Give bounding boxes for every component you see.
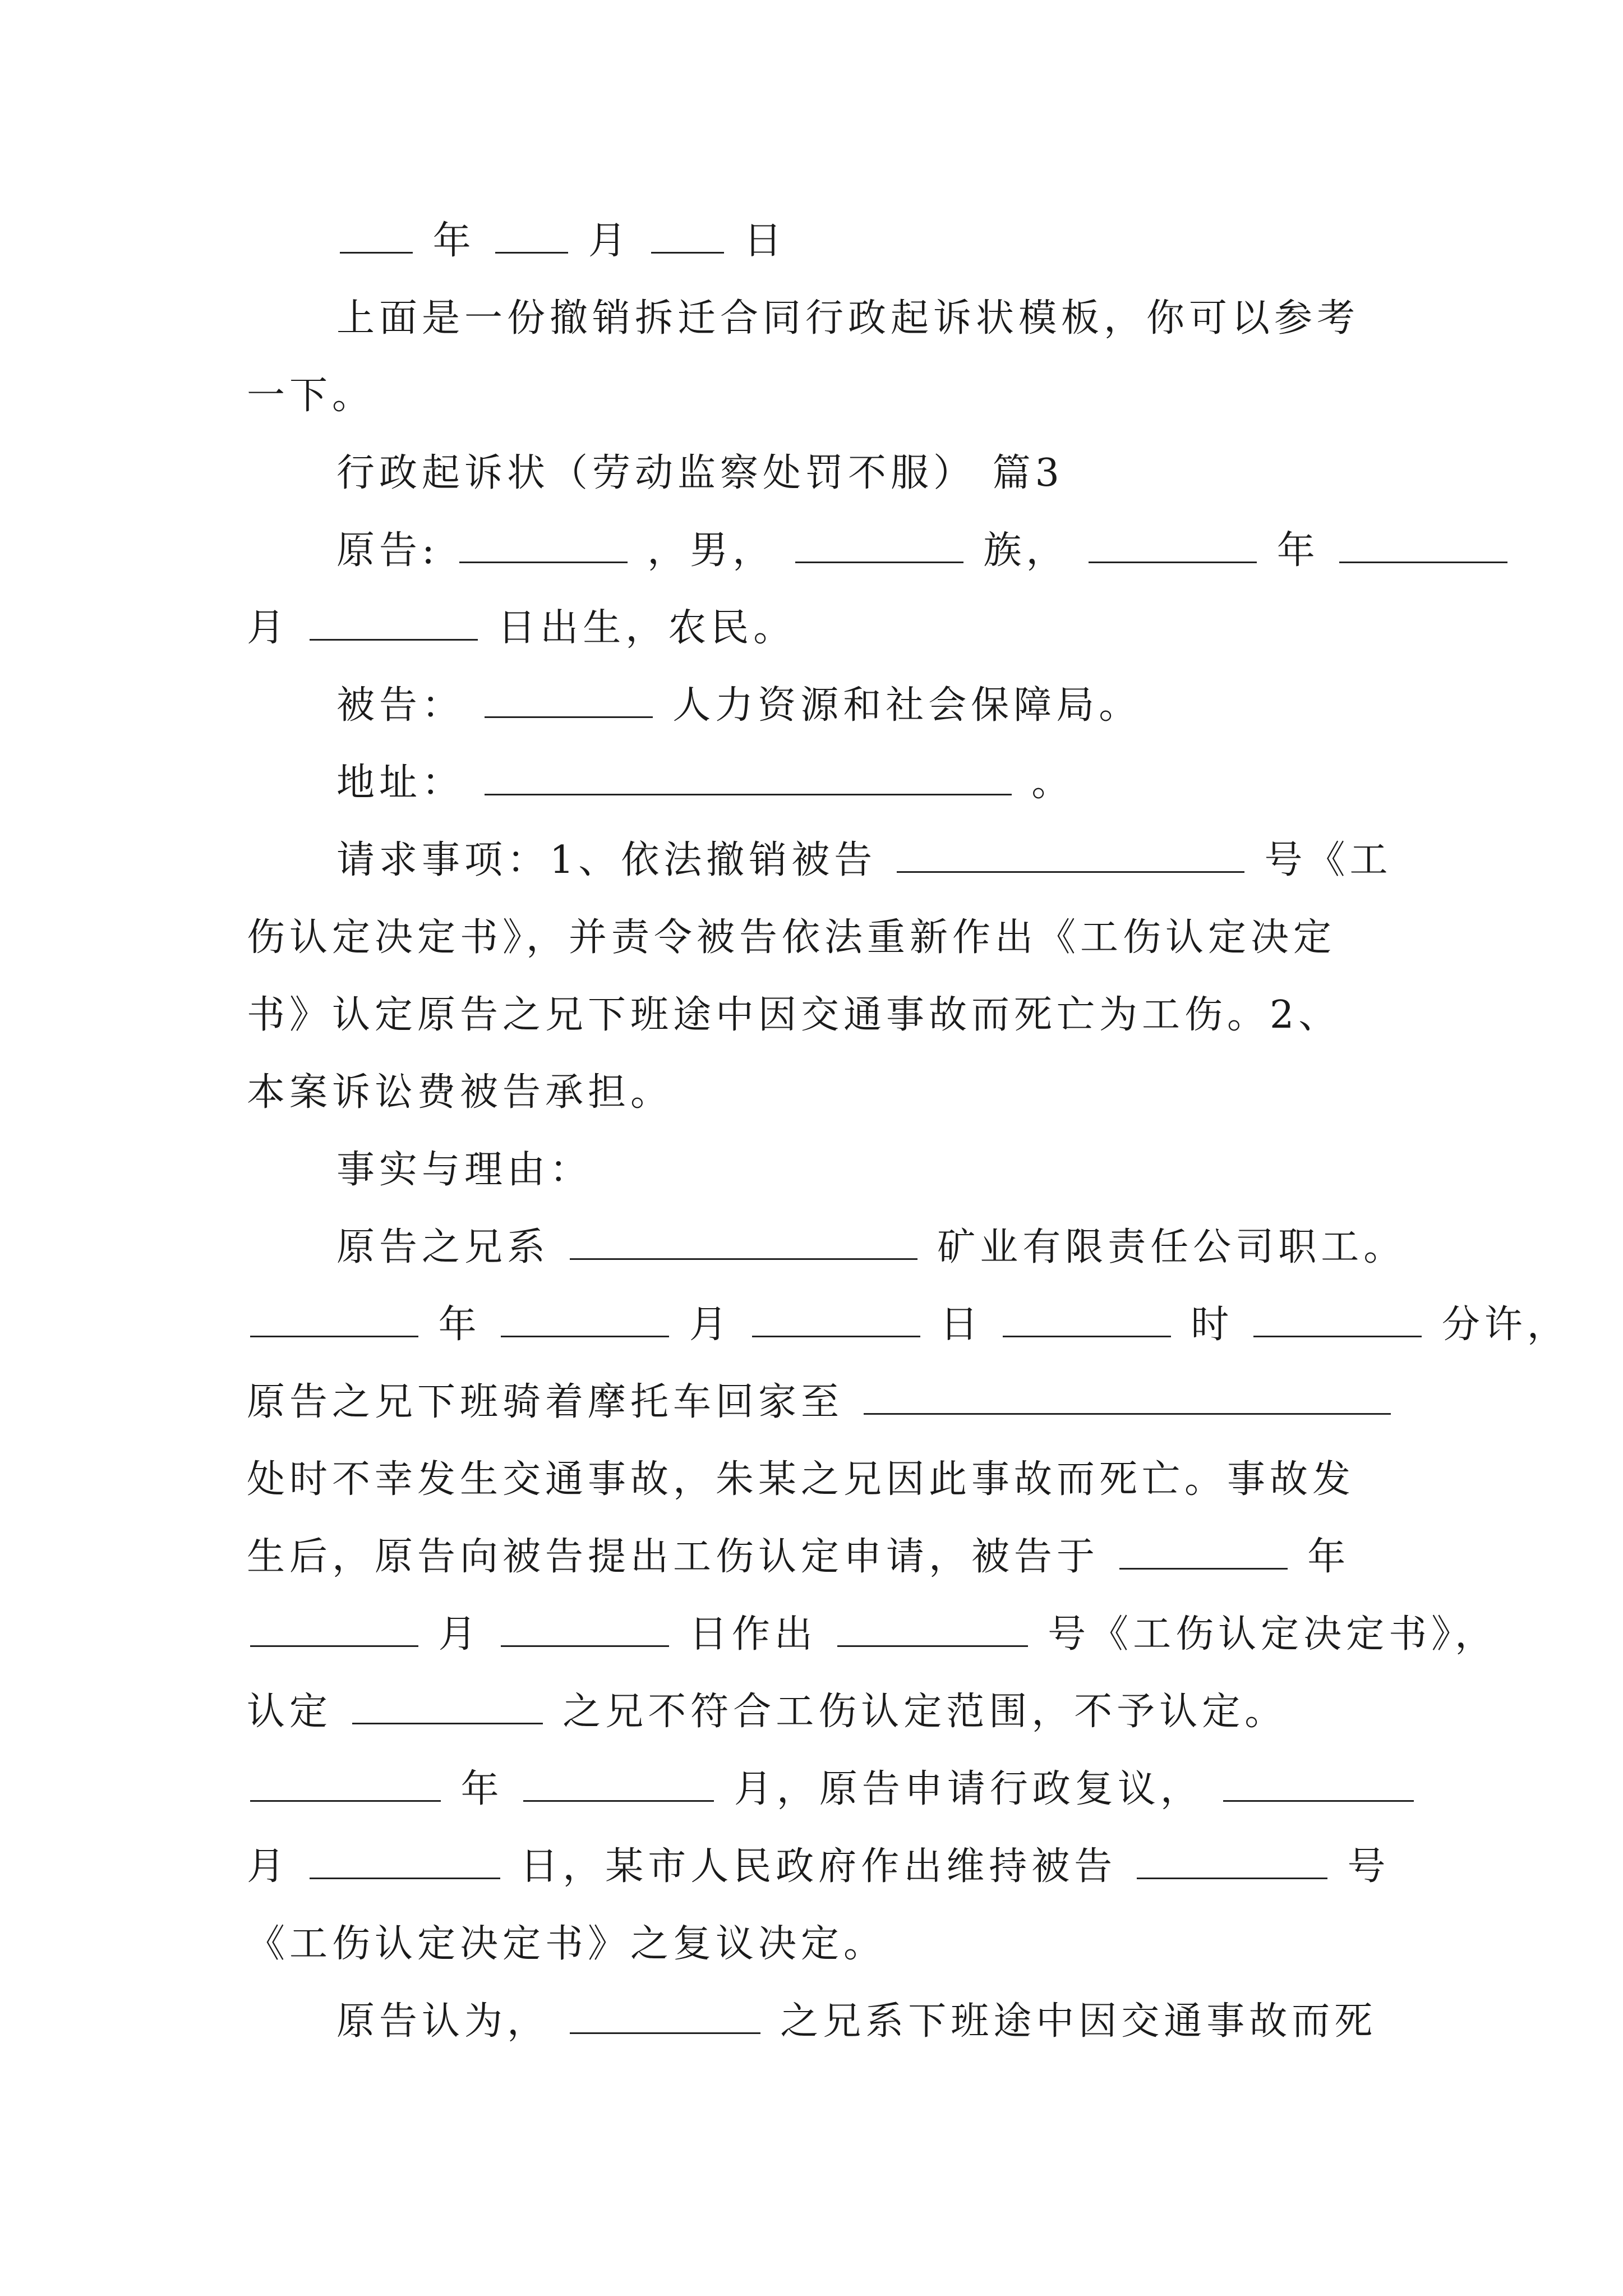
blank-field xyxy=(485,761,1012,795)
facts-text: 之兄不符合工伤认定范围，不予认定。 xyxy=(562,1690,1288,1734)
year-label: 年 xyxy=(460,1767,504,1811)
blank-field xyxy=(897,839,1244,873)
blank-field xyxy=(501,1303,669,1337)
facts-line xyxy=(247,1303,1570,1347)
blank-field xyxy=(864,1381,1391,1415)
defendant-line xyxy=(336,683,1380,728)
facts-line xyxy=(247,1844,1390,1889)
blank-field xyxy=(250,1613,418,1647)
hour-label: 时 xyxy=(1191,1303,1234,1347)
blank-field xyxy=(340,219,413,254)
blank-field xyxy=(1003,1303,1171,1337)
opinion-text: 原告认为， xyxy=(336,1999,550,2044)
year-label: 年 xyxy=(432,219,476,263)
date-line xyxy=(336,219,1380,264)
blank-field xyxy=(310,1845,500,1879)
blank-field xyxy=(523,1768,714,1802)
blank-field xyxy=(651,219,724,254)
facts-text: 原告之兄下班骑着摩托车回家至 xyxy=(247,1380,844,1424)
ethnicity-text: 族， xyxy=(983,528,1069,573)
blank-field xyxy=(1089,529,1257,563)
month-label: 月 xyxy=(247,606,290,650)
facts-line xyxy=(247,1767,1380,1812)
gender-text: ，男， xyxy=(647,528,776,573)
facts-line: 处时不幸发生交通事故，朱某之兄因此事故而死亡。事故发 xyxy=(247,1457,1355,1502)
blank-field xyxy=(1119,1535,1288,1570)
month-label: 月 xyxy=(247,1844,290,1889)
year-label: 年 xyxy=(438,1303,481,1347)
year-label: 年 xyxy=(1276,528,1320,573)
plaintiff-birth-line xyxy=(247,606,1380,651)
facts-text: 日作出 xyxy=(689,1612,817,1657)
blank-field xyxy=(837,1613,1028,1647)
facts-line xyxy=(247,1612,1498,1657)
blank-field xyxy=(1223,1768,1414,1802)
claims-line: 本案诉讼费被告承担。 xyxy=(247,1070,674,1115)
day-label: 日 xyxy=(940,1303,983,1347)
defendant-label: 被告： xyxy=(336,683,465,728)
facts-line: 《工伤认定决定书》之复议决定。 xyxy=(247,1922,887,1966)
month-label: 月 xyxy=(438,1612,481,1657)
blank-field xyxy=(752,1303,920,1337)
opinion-text: 之兄系下班途中因交通事故而死 xyxy=(780,1999,1377,2044)
defendant-org: 人力资源和社会保障局。 xyxy=(672,683,1142,728)
address-label: 地址： xyxy=(336,761,465,805)
facts-text: 号 xyxy=(1347,1844,1390,1889)
section-title: 行政起诉状（劳动监察处罚不服） 篇3 xyxy=(336,451,1064,495)
address-end: 。 xyxy=(1031,761,1075,805)
blank-field xyxy=(495,219,568,254)
facts-text: 月，原告申请行政复议， xyxy=(734,1767,1203,1811)
facts-text: 号《工伤认定决定书》， xyxy=(1048,1612,1498,1657)
facts-text: 原告之兄系 xyxy=(336,1225,550,1269)
blank-field xyxy=(352,1690,543,1724)
facts-line xyxy=(247,1380,1380,1425)
facts-text: 认定 xyxy=(247,1690,333,1734)
blank-field xyxy=(1137,1845,1327,1879)
blank-field xyxy=(795,529,963,563)
facts-title: 事实与理由： xyxy=(336,1148,593,1192)
claims-line xyxy=(336,838,1393,883)
claims-text: 号《工 xyxy=(1264,838,1393,882)
facts-text: 生后，原告向被告提出工伤认定申请，被告于 xyxy=(247,1535,1100,1579)
note-line: 上面是一份撤销拆迁合同行政起诉状模板，你可以参考 xyxy=(336,296,1360,341)
year-label: 年 xyxy=(1307,1535,1350,1579)
facts-line xyxy=(247,1690,1380,1734)
birth-text: 日出生，农民。 xyxy=(497,606,796,650)
facts-text: 矿业有限责任公司职工。 xyxy=(937,1225,1407,1269)
plaintiff-label: 原告: xyxy=(336,528,439,573)
blank-field xyxy=(501,1613,669,1647)
month-label: 月 xyxy=(689,1303,732,1347)
month-label: 月 xyxy=(588,219,631,263)
claims-line: 伤认定决定书》，并责令被告依法重新作出《工伤认定决定 xyxy=(247,915,1336,960)
blank-field xyxy=(459,529,628,563)
day-label: 日 xyxy=(744,219,787,263)
blank-field xyxy=(1339,529,1507,563)
facts-text: 日，某市人民政府作出维持被告 xyxy=(520,1844,1117,1889)
note-line: 一下。 xyxy=(247,374,375,418)
blank-field xyxy=(250,1768,441,1802)
blank-field xyxy=(570,2000,760,2034)
blank-field xyxy=(310,606,478,641)
facts-line xyxy=(336,1225,1407,1270)
address-line xyxy=(336,761,1380,806)
minute-label: 分许， xyxy=(1441,1303,1570,1347)
opinion-line xyxy=(336,1999,1380,2044)
claims-line: 书》认定原告之兄下班途中因交通事故而死亡为工伤。2、 xyxy=(247,993,1341,1037)
claims-text: 请求事项：1、依法撤销被告 xyxy=(336,838,877,882)
blank-field xyxy=(250,1303,418,1337)
blank-field xyxy=(485,684,653,718)
blank-field xyxy=(570,1226,917,1260)
blank-field xyxy=(1253,1303,1422,1337)
facts-line xyxy=(247,1535,1380,1580)
plaintiff-line xyxy=(336,528,1380,573)
